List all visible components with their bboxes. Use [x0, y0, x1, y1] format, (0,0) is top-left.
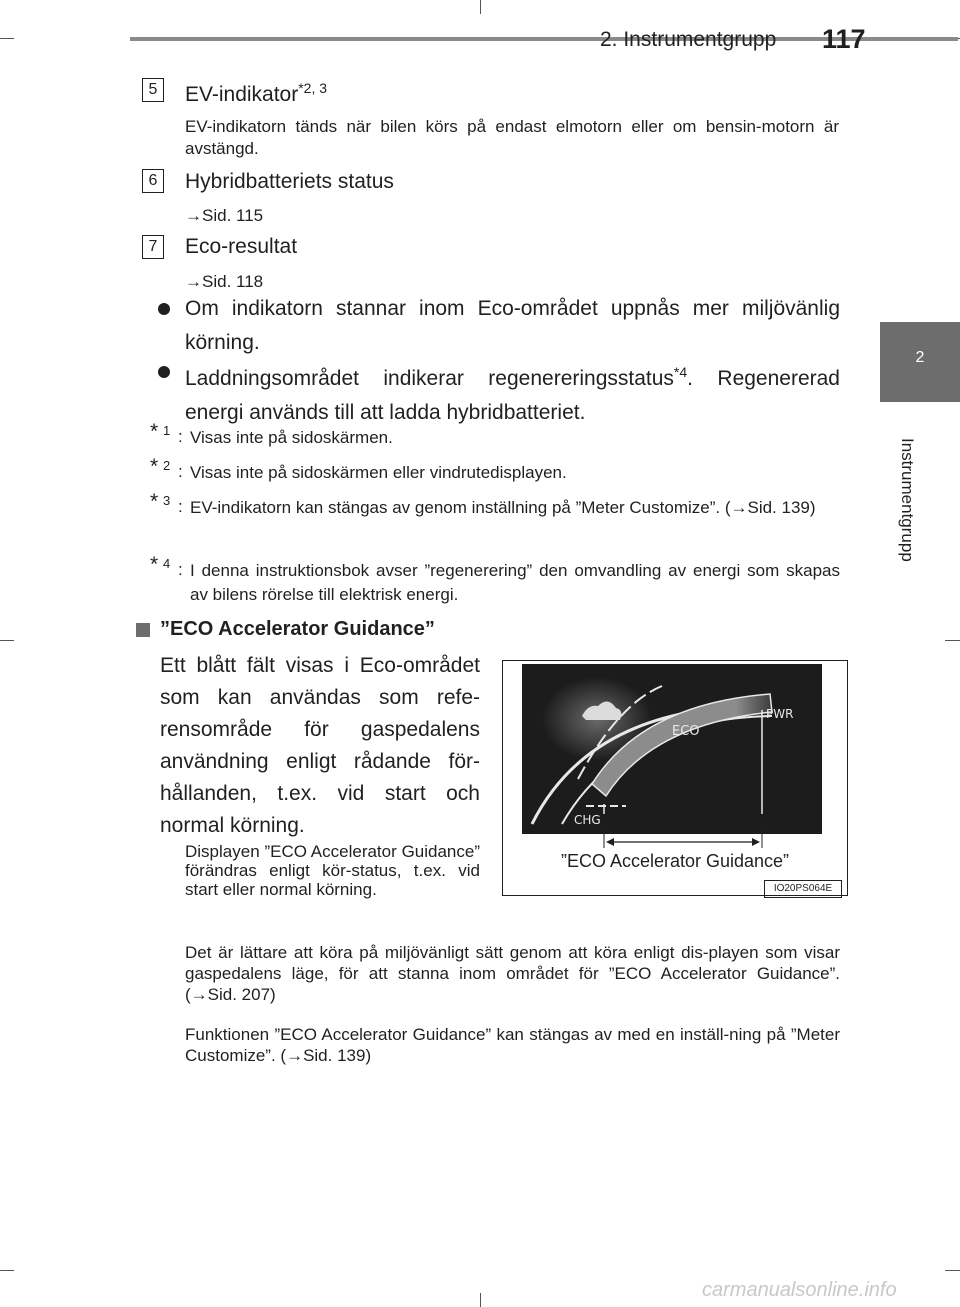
header-section-title: 2. Instrumentgrupp [600, 28, 777, 51]
crop-mark [480, 0, 481, 14]
footnote-text: EV-indikatorn kan stängas av genom inställning på ”Meter Customize”. (→Sid. 139) [190, 498, 816, 517]
chapter-tab-label: Instrumentgrupp [898, 438, 917, 562]
section-marker-icon [136, 623, 150, 637]
page-reference: →Sid. 118 [185, 272, 264, 291]
bullet-text [185, 355, 840, 430]
paragraph: Det är lättare att köra på miljövänligt sätt genom att köra enligt dis-playen som visar gaspedalens läge, för att stanna inom området för ”ECO Accelerator Guidance”. (→Sid. 207) [185, 943, 840, 1004]
item-title-text: EV-indikator [185, 83, 299, 106]
bullet-icon [158, 366, 170, 378]
item-title-sup: *2, 3 [298, 80, 328, 96]
crop-mark [0, 1270, 14, 1271]
section-intro: Ett blått fält visas i Eco-området som kan användas som refe-rensområde för gaspedalens användning enligt rådande för-hållanden, t.ex. vid start och normal körning. [160, 654, 480, 837]
bullet-text-part: . Regenererad energi används till att ladda hybridbatteriet. [185, 367, 840, 424]
crop-mark [945, 1270, 960, 1271]
crop-mark [0, 640, 14, 641]
footnote-mark: * [150, 420, 159, 443]
item-number-badge: 5 [142, 78, 164, 102]
page-number: 117 [822, 24, 866, 54]
pwr-label: PWR [766, 707, 794, 721]
chapter-tab: 2 [880, 322, 960, 402]
crop-mark [480, 1293, 481, 1307]
meter-display-figure [522, 664, 822, 834]
crop-mark [0, 38, 14, 39]
footnote-number: 4 [163, 556, 171, 571]
footnote-number: 1 [163, 423, 171, 438]
figure-code: IO20PS064E [764, 880, 842, 898]
eco-label: ECO [672, 724, 700, 739]
item-title: Eco-resultat [185, 235, 298, 258]
footnote-colon: : [178, 462, 183, 481]
meter-illustration [522, 664, 822, 834]
paragraph: Funktionen ”ECO Accelerator Guidance” kan stängas av med en inställ-ning på ”Meter Customize”. (→Sid. 139) [185, 1025, 840, 1065]
item-number-badge: 7 [142, 235, 164, 259]
footnote-colon: : [178, 560, 183, 579]
footnote-number: 2 [163, 458, 171, 473]
footnote-mark: * [150, 553, 159, 576]
item-title: Hybridbatteriets status [185, 170, 394, 193]
chg-label: CHG [574, 813, 601, 827]
footnote-colon: : [178, 497, 183, 516]
footnote-number: 3 [163, 493, 171, 508]
crop-mark [945, 640, 960, 641]
bullet-text-part: Laddningsområdet indikerar regenereringsstatus [185, 367, 674, 390]
item-body: EV-indikatorn tänds när bilen körs på endast elmotorn eller om bensin-motorn är avstängd. [185, 117, 839, 158]
item-number-badge: 6 [142, 169, 164, 193]
section-title: ”ECO Accelerator Guidance” [160, 618, 435, 640]
bullet-icon [158, 303, 170, 315]
footnote-colon: : [178, 427, 183, 446]
footnote-mark: * [150, 455, 159, 478]
footnote-text: I denna instruktionsbok avser ”regenerering” den omvandling av energi som skapas av bilens rörelse till elektrisk energi. [190, 561, 840, 604]
footnote-text: Visas inte på sidoskärmen eller vindrutedisplayen. [190, 463, 567, 482]
watermark-link[interactable]: carmanualsonline.info [702, 1279, 897, 1301]
footnote-mark: * [150, 490, 159, 513]
page-reference: →Sid. 115 [185, 206, 264, 225]
item-title [185, 80, 327, 107]
section-note: Displayen ”ECO Accelerator Guidance” förändras enligt kör-status, t.ex. vid start eller normal körning. [185, 842, 480, 899]
footnote-text: Visas inte på sidoskärmen. [190, 428, 393, 447]
figure-caption: ”ECO Accelerator Guidance” [560, 851, 790, 871]
bullet-sup: *4 [673, 364, 688, 380]
bullet-text: Om indikatorn stannar inom Eco-området uppnås mer miljövänlig körning. [185, 297, 840, 354]
